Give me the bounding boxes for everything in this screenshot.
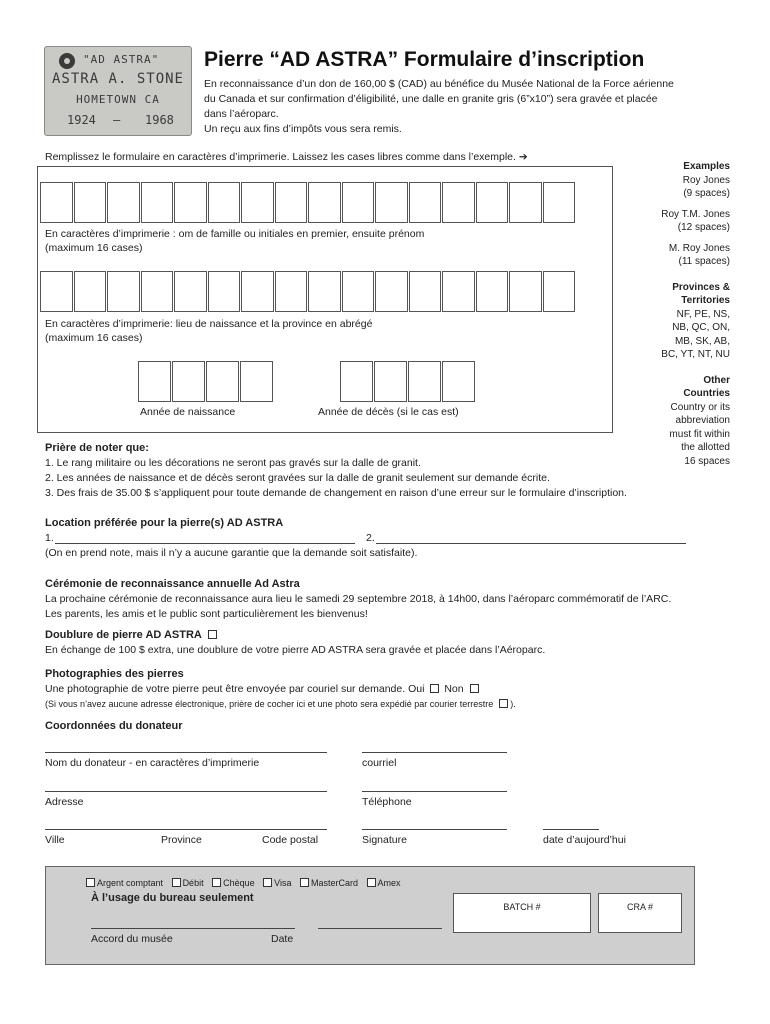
payment-options: [86, 878, 401, 888]
place-label-line-1: En caractères d’imprimerie: lieu de naissance et la province en abrégé: [45, 318, 373, 330]
cra-label: CRA #: [626, 902, 653, 912]
note-2: 2. Les années de naissance et de décès seront gravées sur la dalle de granit seulement sur demande écrite.: [45, 472, 550, 484]
photos-text: Une photographie de votre pierre peut être envoyée par couriel sur demande.: [45, 683, 406, 695]
double-section: [45, 628, 545, 658]
death-year-cell[interactable]: [340, 361, 373, 402]
name-cell[interactable]: [543, 182, 576, 223]
birth-year-cell[interactable]: [138, 361, 171, 402]
examples-title: Examples: [683, 161, 730, 172]
name-cell[interactable]: [476, 182, 509, 223]
place-cell[interactable]: [74, 271, 107, 312]
place-label: [45, 317, 372, 345]
cra-box[interactable]: [598, 893, 682, 933]
other-countries-line-4: the allotted: [681, 442, 730, 453]
place-cell[interactable]: [543, 271, 576, 312]
name-cell[interactable]: [208, 182, 241, 223]
place-label-line-2: (maximum 16 cases): [45, 332, 143, 344]
photos-small-note: (Si vous n’avez aucune adresse électronique, prière de cocher ici et une photo sera expédié par courier terrestre: [45, 699, 494, 709]
amex-label: Amex: [377, 878, 401, 888]
death-year-cell[interactable]: [442, 361, 475, 402]
donor-heading-text: Coordonnées du donateur: [45, 720, 183, 732]
place-grid: [40, 271, 576, 312]
cheque-checkbox[interactable]: [212, 878, 221, 887]
photos-yes-checkbox[interactable]: [430, 684, 439, 693]
place-cell[interactable]: [476, 271, 509, 312]
example-3: M. Roy Jones: [668, 242, 730, 254]
office-date-line[interactable]: [318, 928, 442, 929]
birth-year-cell[interactable]: [240, 361, 273, 402]
ceremony-line-2: Les parents, les amis et le public sont particulièrement les bienvenus!: [45, 608, 368, 620]
place-cell[interactable]: [107, 271, 140, 312]
signature-line[interactable]: [362, 829, 507, 830]
stone-line-1: "AD ASTRA": [83, 53, 160, 66]
address-label: Adresse: [45, 796, 84, 808]
stone-example-image: [44, 46, 192, 136]
provinces-title-1: Provinces &: [672, 281, 730, 293]
province-label: Province: [161, 834, 202, 846]
double-text: En échange de 100 $ extra, une doublure de votre pierre AD ASTRA sera gravée et placée dans l’Aéroparc.: [45, 644, 546, 656]
name-cell[interactable]: [74, 182, 107, 223]
photos-mail-checkbox[interactable]: [499, 699, 508, 708]
location-heading: Location préférée pour la pierre(s) AD ASTRA: [45, 517, 284, 529]
name-cell[interactable]: [141, 182, 174, 223]
location-option-2-line[interactable]: [376, 543, 686, 544]
ceremony-heading: Cérémonie de reconnaissance annuelle Ad Astra: [45, 578, 300, 590]
mastercard-checkbox[interactable]: [300, 878, 309, 887]
example-2-note: (12 spaces): [677, 222, 730, 233]
phone-label: Téléphone: [362, 796, 412, 808]
name-cell[interactable]: [275, 182, 308, 223]
ceremony-section: [45, 577, 671, 622]
sidebar-examples: [661, 160, 730, 468]
postal-code-label: Code postal: [262, 834, 319, 846]
name-cell[interactable]: [375, 182, 408, 223]
mastercard-label: MasterCard: [311, 878, 359, 888]
birth-year-cell[interactable]: [172, 361, 205, 402]
birth-year-label: Année de naissance: [140, 406, 236, 418]
name-cell[interactable]: [509, 182, 542, 223]
ceremony-line-1: La prochaine cérémonie de reconnaissance aura lieu le samedi 29 septembre 2018, à 14h00, dans l’aéroparc commémoratif de l’ARC.: [45, 593, 672, 605]
name-cell[interactable]: [40, 182, 73, 223]
city-line[interactable]: [45, 829, 327, 830]
photos-yes-label: Oui: [408, 683, 425, 695]
name-label: [45, 227, 424, 255]
location-note: (On en prend note, mais il n’y a aucune garantie que la demande soit satisfaite).: [45, 547, 418, 559]
photos-small-note-end: ).: [510, 699, 516, 709]
stone-line-2: ASTRA A. STONE: [51, 71, 184, 87]
provinces-line-3: MB, SK, AB,: [674, 335, 730, 347]
provinces-line-2: NB, QC, ON,: [672, 322, 730, 333]
batch-box[interactable]: [453, 893, 591, 933]
signature-label: Signature: [362, 834, 407, 846]
place-cell[interactable]: [241, 271, 274, 312]
name-cell[interactable]: [107, 182, 140, 223]
debit-checkbox[interactable]: [172, 878, 181, 887]
museum-approval-line[interactable]: [91, 928, 295, 929]
name-cell[interactable]: [174, 182, 207, 223]
name-cell[interactable]: [241, 182, 274, 223]
name-cell[interactable]: [442, 182, 475, 223]
place-cell[interactable]: [308, 271, 341, 312]
place-cell[interactable]: [141, 271, 174, 312]
place-cell[interactable]: [409, 271, 442, 312]
office-date-label: Date: [271, 933, 294, 945]
place-cell[interactable]: [40, 271, 73, 312]
example-1: Roy Jones: [682, 174, 730, 186]
donor-heading: [45, 719, 183, 734]
name-grid: [40, 182, 576, 223]
cash-label: Argent comptant: [97, 878, 164, 888]
double-heading: Doublure de pierre AD ASTRA: [45, 629, 202, 641]
death-year-cell[interactable]: [374, 361, 407, 402]
death-year-grid: [340, 361, 476, 402]
place-cell[interactable]: [442, 271, 475, 312]
double-checkbox[interactable]: [208, 630, 217, 639]
page-title: Pierre “AD ASTRA” Formulaire d’inscription: [204, 48, 645, 71]
cheque-label: Chèque: [223, 878, 255, 888]
visa-checkbox[interactable]: [263, 878, 272, 887]
place-cell[interactable]: [174, 271, 207, 312]
intro-line-1: En reconnaissance d’un don de 160,00 $ (CAD) au bénéfice du Musée National de la Force aérienne: [204, 78, 674, 90]
other-countries-title-1: Other: [703, 374, 730, 386]
other-countries-line-3: must fit within: [669, 428, 730, 440]
other-countries-title-2: Countries: [683, 388, 730, 399]
name-cell[interactable]: [308, 182, 341, 223]
name-label-line-2: (maximum 16 cases): [45, 242, 143, 254]
office-use-box: [45, 866, 695, 965]
donor-name-label: Nom du donateur - en caractères d’imprimerie: [45, 757, 260, 769]
donor-name-line[interactable]: [45, 752, 327, 753]
office-use-heading: À l’usage du bureau seulement: [91, 892, 254, 904]
example-2: Roy T.M. Jones: [661, 208, 730, 220]
photos-no-label: Non: [444, 683, 464, 695]
stone-year-death: 1968: [145, 113, 174, 127]
email-line[interactable]: [362, 752, 507, 753]
stone-year-birth: 1924: [67, 113, 96, 127]
museum-approval-label: Accord du musée: [91, 933, 173, 945]
photos-no-checkbox[interactable]: [470, 684, 479, 693]
intro-line-4: Un reçu aux fins d’impôts vous sera remis.: [204, 123, 402, 135]
intro-line-3: dans l’aéroparc.: [204, 108, 279, 120]
place-cell[interactable]: [342, 271, 375, 312]
other-countries-line-1: Country or its: [670, 401, 730, 413]
provinces-line-4: BC, YT, NT, NU: [661, 349, 730, 360]
photos-section: [45, 667, 516, 712]
provinces-title-2: Territories: [681, 295, 730, 306]
place-cell[interactable]: [509, 271, 542, 312]
location-option-2-label: 2.: [366, 532, 375, 544]
roundel-icon: [59, 53, 75, 69]
stone-line-3: HOMETOWN CA: [76, 93, 160, 106]
provinces-line-1: NF, PE, NS,: [676, 308, 730, 320]
death-year-label: Année de décès (si le cas est): [318, 406, 459, 418]
cash-checkbox[interactable]: [86, 878, 95, 887]
photos-heading: Photographies des pierres: [45, 668, 184, 680]
notes-section: [45, 441, 627, 501]
notes-heading: Prière de noter que:: [45, 442, 149, 454]
location-option-1-label: 1.: [45, 532, 54, 544]
city-label: Ville: [45, 834, 65, 846]
intro-line-2: du Canada et sur confirmation d’éligibilité, une dalle en granite gris (6”x10”) sera gravée et placée: [204, 93, 658, 105]
birth-year-grid: [138, 361, 274, 402]
date-line[interactable]: [543, 829, 599, 830]
todays-date-label: date d’aujourd’hui: [543, 834, 626, 846]
death-year-cell[interactable]: [408, 361, 441, 402]
address-line[interactable]: [45, 791, 327, 792]
note-3: 3. Des frais de 35.00 $ s’appliquent pour toute demande de changement en raison d’une erreur sur le formulaire d’inscription.: [45, 487, 627, 499]
name-cell[interactable]: [409, 182, 442, 223]
place-cell[interactable]: [275, 271, 308, 312]
example-3-note: (11 spaces): [678, 256, 730, 267]
birth-year-cell[interactable]: [206, 361, 239, 402]
name-label-line-1: En caractères d’imprimerie : om de famille ou initiales en premier, ensuite prénom: [45, 228, 425, 240]
location-section: [45, 516, 705, 561]
intro-text: [204, 77, 724, 137]
name-cell[interactable]: [342, 182, 375, 223]
stone-dash: —: [113, 113, 121, 127]
phone-line[interactable]: [362, 791, 507, 792]
debit-label: Débit: [182, 878, 204, 888]
note-1: 1. Le rang militaire ou les décorations ne seront pas gravés sur la dalle de granit.: [45, 457, 421, 469]
engraving-form: [37, 166, 613, 433]
other-countries-line-5: 16 spaces: [684, 455, 730, 467]
batch-label: BATCH #: [503, 902, 541, 912]
example-1-note: (9 spaces): [683, 188, 730, 199]
place-cell[interactable]: [208, 271, 241, 312]
place-cell[interactable]: [375, 271, 408, 312]
visa-label: Visa: [274, 878, 292, 888]
email-label: courriel: [362, 757, 397, 769]
instructions: Remplissez le formulaire en caractères d’imprimerie. Laissez les cases libres comme dans l’exemple. ➔: [45, 151, 528, 163]
amex-checkbox[interactable]: [367, 878, 376, 887]
other-countries-line-2: abbreviation: [675, 415, 730, 426]
location-option-1-line[interactable]: [55, 543, 355, 544]
